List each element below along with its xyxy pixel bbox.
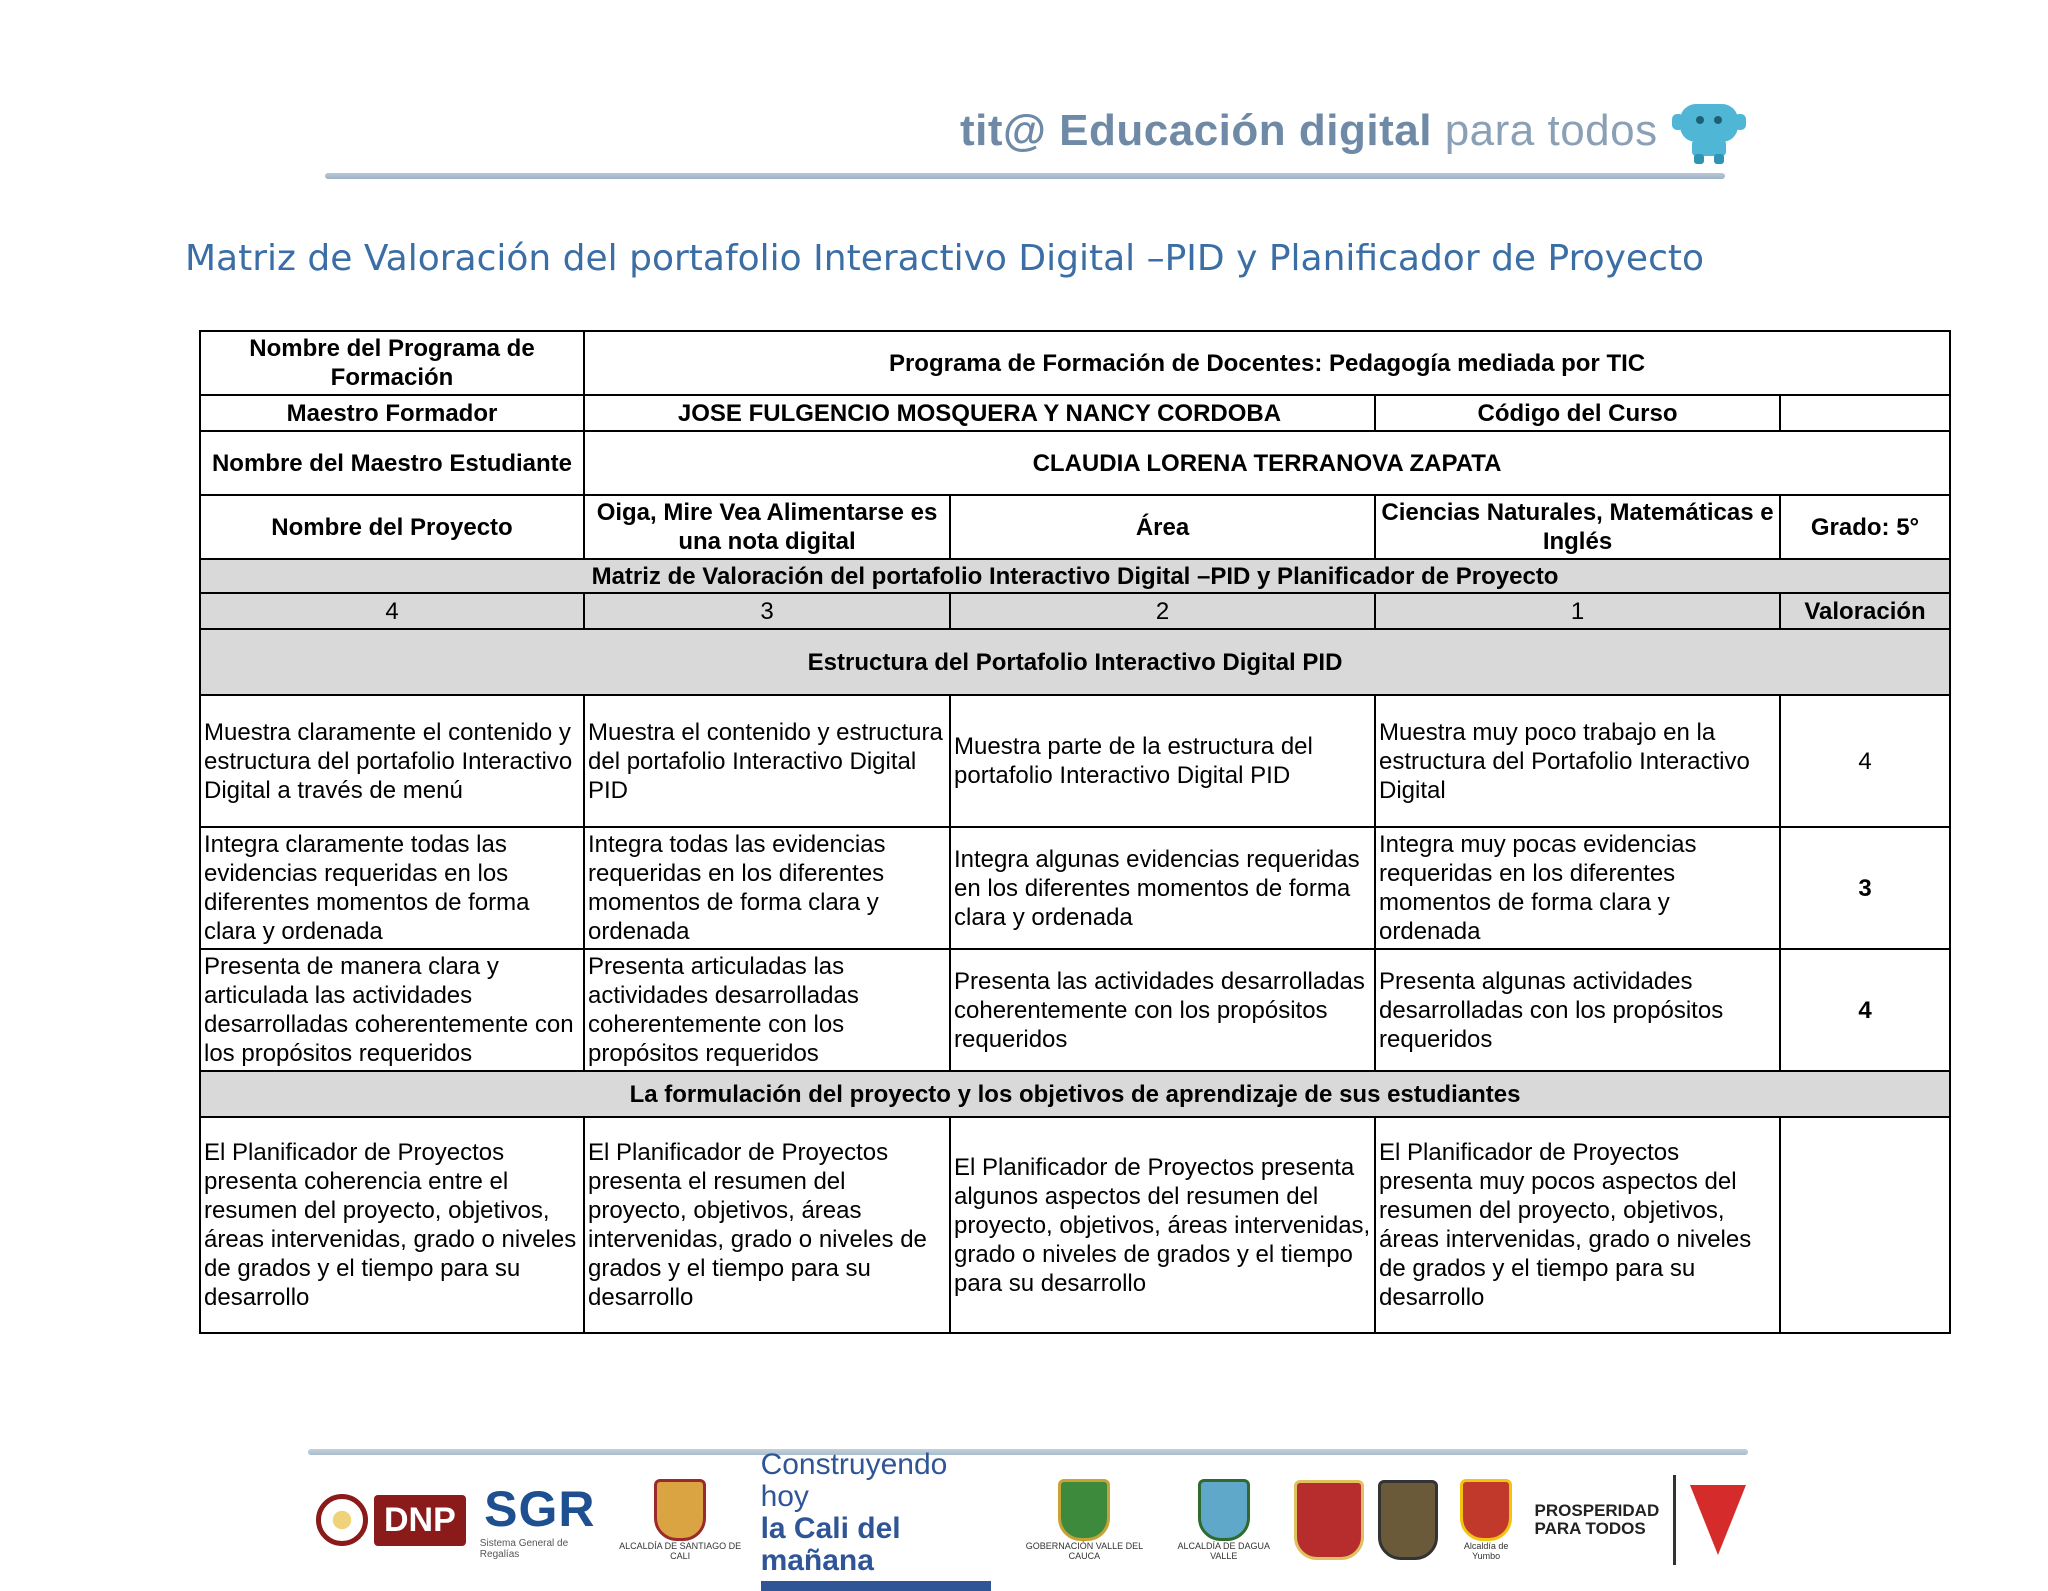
programa-value: Programa de Formación de Docentes: Pedagogía mediada por TIC xyxy=(584,331,1950,395)
brand-part3: para todos xyxy=(1444,106,1658,155)
dnp-logo xyxy=(316,1494,466,1546)
table-row xyxy=(200,593,1950,629)
maestro-formador-label: Maestro Formador xyxy=(200,395,584,431)
cali-line2: la Cali del mañana xyxy=(760,1512,901,1577)
criterion-cell: Integra todas las evidencias requeridas en los diferentes momentos de forma clara y ordenada xyxy=(584,827,950,949)
criterion-cell: Muestra parte de la estructura del portafolio Interactivo Digital PID xyxy=(950,695,1375,827)
dark-shield-icon xyxy=(1378,1480,1438,1560)
table-row xyxy=(200,695,1950,827)
criterion-cell: Presenta algunas actividades desarrolladas con los propósitos requeridos xyxy=(1375,949,1780,1071)
level-4: 4 xyxy=(200,593,584,629)
red-shield-icon xyxy=(1294,1480,1364,1560)
brand-part1: tit@ xyxy=(960,106,1047,155)
level-2: 2 xyxy=(950,593,1375,629)
dnp-wordmark: DNP xyxy=(374,1495,466,1546)
table-row xyxy=(200,949,1950,1071)
section-estructura: Estructura del Portafolio Interactivo Digital PID xyxy=(200,629,1950,695)
brand-wordmark xyxy=(960,106,1658,156)
dagua-shield-icon xyxy=(1198,1479,1250,1541)
valoracion-label: Valoración xyxy=(1780,593,1950,629)
codigo-value xyxy=(1780,395,1950,431)
robot-mascot-icon xyxy=(1670,96,1748,166)
criterion-cell: Presenta de manera clara y articulada las actividades desarrolladas coherentemente con los propósitos requeridos xyxy=(200,949,584,1071)
cali-line1: Construyendo hoy xyxy=(760,1448,948,1513)
sgr-subtitle: Sistema General de Regalías xyxy=(479,1538,569,1560)
dark-shield-logo xyxy=(1378,1480,1438,1560)
cali-logo xyxy=(761,1449,1001,1591)
level-1: 1 xyxy=(1375,593,1780,629)
area-value: Ciencias Naturales, Matemáticas e Inglés xyxy=(1375,495,1780,559)
santiago-shield-icon xyxy=(654,1479,706,1541)
matrix-heading: Matriz de Valoración del portafolio Interactivo Digital –PID y Planificador de Proyecto xyxy=(200,559,1950,593)
codigo-label: Código del Curso xyxy=(1375,395,1780,431)
table-row xyxy=(200,495,1950,559)
score-cell: 4 xyxy=(1780,695,1950,827)
table-row xyxy=(200,431,1950,495)
table-row xyxy=(200,1071,1950,1117)
score-cell: 4 xyxy=(1780,949,1950,1071)
gobernacion-caption: GOBERNACIÓN VALLE DEL CAUCA xyxy=(1025,1541,1144,1561)
criterion-cell: El Planificador de Proyectos presenta algunos aspectos del resumen del proyecto, objetivos, áreas intervenidas, grado o niveles de grados y el tiempo para su desarrollo xyxy=(950,1117,1375,1333)
gobernacion-shield-icon xyxy=(1058,1479,1110,1541)
logo-divider xyxy=(1673,1475,1676,1565)
sponsor-logos xyxy=(316,1448,1746,1577)
table-row xyxy=(200,1117,1950,1333)
univalle-mark-icon xyxy=(1690,1485,1746,1555)
sgr-wordmark: SGR xyxy=(484,1481,596,1537)
proyecto-label: Nombre del Proyecto xyxy=(200,495,584,559)
criterion-cell: Integra muy pocas evidencias requeridas en los diferentes momentos de forma clara y ordenada xyxy=(1375,827,1780,949)
univalle-logo xyxy=(1690,1485,1746,1555)
table-row xyxy=(200,629,1950,695)
yumbo-logo xyxy=(1452,1479,1521,1561)
brand-header xyxy=(960,96,1748,166)
criterion-cell: El Planificador de Proyectos presenta muy pocos aspectos del resumen del proyecto, objetivos, áreas intervenidas, grado o niveles de grados y el tiempo para su desarrollo xyxy=(1375,1117,1780,1333)
footer-divider xyxy=(308,1449,1748,1455)
level-3: 3 xyxy=(584,593,950,629)
criterion-cell: Integra algunas evidencias requeridas en los diferentes momentos de forma clara y ordenada xyxy=(950,827,1375,949)
yumbo-shield-icon xyxy=(1460,1479,1512,1541)
prosperidad-logo: PROSPERIDAD PARA TODOS xyxy=(1534,1501,1660,1538)
yumbo-caption: Alcaldía de Yumbo xyxy=(1463,1541,1509,1561)
table-row xyxy=(200,827,1950,949)
programa-label: Nombre del Programa de Formación xyxy=(200,331,584,395)
score-cell: 3 xyxy=(1780,827,1950,949)
red-shield-logo xyxy=(1294,1480,1364,1560)
rubric-table xyxy=(199,330,1951,1334)
table-row xyxy=(200,395,1950,431)
table-row xyxy=(200,331,1950,395)
proyecto-value: Oiga, Mire Vea Alimentarse es una nota digital xyxy=(584,495,950,559)
sgr-logo xyxy=(480,1480,600,1560)
section-formulacion: La formulación del proyecto y los objetivos de aprendizaje de sus estudiantes xyxy=(200,1071,1950,1117)
cali-bar xyxy=(761,1581,991,1591)
criterion-cell: El Planificador de Proyectos presenta el resumen del proyecto, objetivos, áreas intervenidas, grado o niveles de grados y el tiempo para su desarrollo xyxy=(584,1117,950,1333)
grado-value: Grado: 5° xyxy=(1780,495,1950,559)
criterion-cell: Integra claramente todas las evidencias requeridas en los diferentes momentos de forma clara y ordenada xyxy=(200,827,584,949)
criterion-cell: Muestra claramente el contenido y estructura del portafolio Interactivo Digital a través de menú xyxy=(200,695,584,827)
criterion-cell: Presenta articuladas las actividades desarrolladas coherentemente con los propósitos requeridos xyxy=(584,949,950,1071)
estudiante-value: CLAUDIA LORENA TERRANOVA ZAPATA xyxy=(584,431,1950,495)
header-divider xyxy=(325,173,1725,179)
document-title: Matriz de Valoración del portafolio Interactivo Digital –PID y Planificador de Proyecto xyxy=(185,238,1705,279)
dnp-seal-icon xyxy=(316,1494,368,1546)
score-cell xyxy=(1780,1117,1950,1333)
gobernacion-logo xyxy=(1015,1479,1154,1561)
criterion-cell: El Planificador de Proyectos presenta coherencia entre el resumen del proyecto, objetivos, áreas intervenidas, grado o niveles de grados y el tiempo para su desarrollo xyxy=(200,1117,584,1333)
criterion-cell: Muestra muy poco trabajo en la estructura del Portafolio Interactivo Digital xyxy=(1375,695,1780,827)
estudiante-label: Nombre del Maestro Estudiante xyxy=(200,431,584,495)
dagua-caption: ALCALDÍA DE DAGUA VALLE xyxy=(1177,1541,1271,1561)
santiago-logo xyxy=(614,1479,747,1561)
criterion-cell: Presenta las actividades desarrolladas coherentemente con los propósitos requeridos xyxy=(950,949,1375,1071)
dagua-logo xyxy=(1168,1479,1280,1561)
criterion-cell: Muestra el contenido y estructura del portafolio Interactivo Digital PID xyxy=(584,695,950,827)
brand-part2: Educación digital xyxy=(1059,106,1432,155)
santiago-caption: ALCALDÍA DE SANTIAGO DE CALI xyxy=(619,1541,742,1561)
table-row xyxy=(200,559,1950,593)
maestro-formador-value: JOSE FULGENCIO MOSQUERA Y NANCY CORDOBA xyxy=(584,395,1375,431)
area-label: Área xyxy=(950,495,1375,559)
